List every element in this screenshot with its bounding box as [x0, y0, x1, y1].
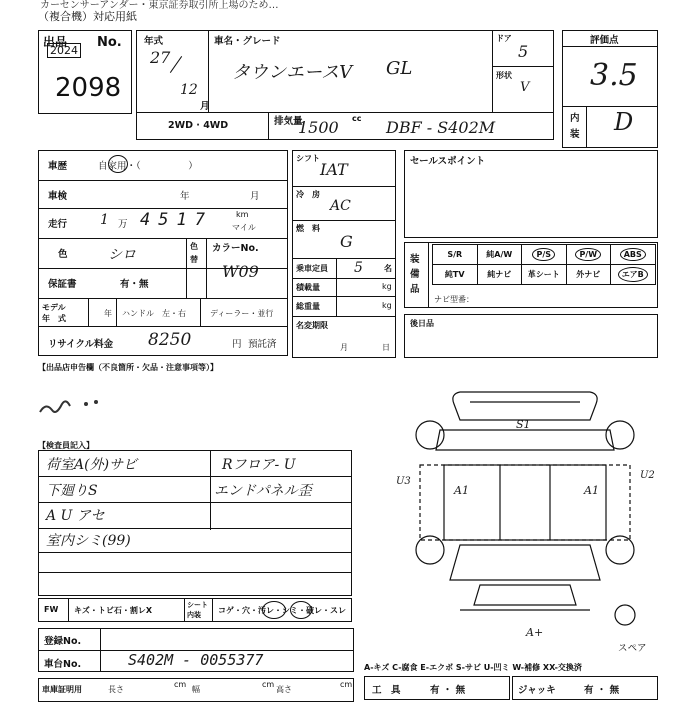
- seat-items: コゲ・穴・汚レ・シミ・破レ・スレ: [218, 606, 346, 615]
- inspector-note-5: Rフロア- U: [222, 457, 296, 473]
- interior-label2: 装: [570, 129, 580, 140]
- mileage-label: 走行: [48, 219, 68, 230]
- dims-cm-2: cm: [262, 680, 275, 689]
- recycle-value: 8250: [148, 330, 192, 350]
- gross-unit: kg: [382, 301, 392, 310]
- model-year-label1: モデル: [42, 303, 66, 312]
- equipment-item-label: エアB: [618, 267, 648, 282]
- interior-score: D: [614, 108, 634, 136]
- handle-options: ハンドル 左・右: [122, 309, 186, 318]
- mark-a1-left: A1: [454, 484, 469, 497]
- shape-label: 形状: [496, 71, 512, 80]
- equipment-item: [432, 264, 478, 285]
- shift-label: シフト: [296, 154, 320, 163]
- header-line2: （複合機）対応用紙: [38, 10, 137, 23]
- chassis-label: 車台No.: [44, 659, 82, 670]
- equipment-item: [477, 264, 523, 285]
- history-value: 自家用・（ ）: [98, 161, 198, 172]
- name-change-month: 月: [340, 343, 348, 352]
- legend-text: A-キズ C-腐食 E-エクボ S-サビ U-凹ミ W-補修 XX-交換済: [364, 663, 582, 672]
- car-name: タウンエースV: [232, 62, 353, 83]
- history-selected-circle: [108, 155, 128, 173]
- doors-value: 5: [518, 42, 529, 61]
- displacement-unit: cc: [352, 114, 362, 123]
- spare-label: スペア: [618, 643, 647, 654]
- equipment-item: [521, 244, 567, 265]
- equipment-item: [521, 264, 567, 285]
- equipment-item-label: S/R: [447, 250, 463, 259]
- aircon-value: AC: [330, 198, 351, 214]
- doors-label: ドア: [496, 34, 512, 43]
- car-grade: GL: [386, 58, 413, 79]
- equipment-label: 装備品: [410, 254, 420, 295]
- tools-label: 工 具: [372, 685, 401, 696]
- mark-a-plus: A+: [526, 626, 544, 639]
- jack-options: 有 ・ 無: [584, 685, 620, 696]
- model-year-unit: 年: [104, 309, 112, 318]
- interior-label1: 内: [570, 113, 580, 124]
- repaint-label1: 色: [190, 242, 198, 251]
- year-label: 年式: [144, 36, 164, 47]
- warranty-label: 保証書: [48, 279, 77, 290]
- year-value: 27: [150, 48, 171, 67]
- stain-circle: [262, 601, 286, 619]
- lot-region: 出品: [43, 35, 68, 49]
- mileage-unit-mile: マイル: [232, 223, 256, 232]
- inspector-note-2: 下廻りS: [46, 483, 98, 499]
- recycle-label: リサイクル料金: [48, 339, 114, 350]
- displacement-label: 排気量: [274, 116, 303, 127]
- month-unit: 月: [200, 101, 210, 112]
- mark-a1-right: A1: [584, 484, 599, 497]
- dims-label: 車庫証明用: [42, 685, 82, 694]
- name-change-label: 名変期限: [296, 321, 328, 330]
- dims-width: 幅: [192, 685, 200, 694]
- seat-label1: シート: [187, 601, 208, 609]
- mileage-digits: 4517: [140, 210, 213, 230]
- rating-score: 3.5: [590, 58, 638, 93]
- shape-value: V: [520, 80, 530, 95]
- mark-s1: S1: [516, 418, 531, 431]
- capacity-value: 5: [354, 260, 363, 276]
- inspector-label: 【検査員記入】: [38, 441, 94, 450]
- color-label: 色: [58, 249, 68, 260]
- fuel-label: 燃 料: [296, 224, 320, 233]
- warranty-options: 有・無: [120, 279, 149, 290]
- mileage-man: 1: [100, 212, 109, 228]
- inspector-note-6: エンドパネル歪: [214, 483, 312, 499]
- recycle-unit: 円: [232, 339, 242, 350]
- navi-label: ナビ型番：: [434, 295, 474, 304]
- mileage-unit-km: km: [236, 210, 249, 219]
- scribble-mark: [36, 392, 106, 422]
- gross-label: 総重量: [296, 302, 320, 311]
- capacity-unit: 名: [384, 264, 392, 273]
- mark-u2: U2: [640, 470, 655, 481]
- model-year-label2: 年 式: [42, 314, 66, 323]
- sales-point-label: セールスポイント: [410, 156, 486, 167]
- recycle-status: 預託済: [248, 339, 277, 350]
- color-value: シロ: [108, 247, 136, 263]
- inspection-month-unit: 月: [250, 191, 260, 202]
- load-label: 積載量: [296, 283, 320, 292]
- fw-items: キズ・トビ石・割レX: [74, 606, 153, 615]
- inspection-year-unit: 年: [180, 191, 190, 202]
- equipment-item-label: 外ナビ: [576, 270, 601, 279]
- equipment-item-label: P/W: [575, 248, 601, 261]
- equipment-item: [432, 244, 478, 265]
- color-code-label: カラーNo.: [212, 243, 259, 254]
- name-change-day: 日: [382, 343, 390, 352]
- displacement-value: 1500: [298, 118, 339, 137]
- registration-label: 登録No.: [44, 636, 82, 647]
- aircon-label: 冷 房: [296, 190, 320, 199]
- fuel-value: G: [340, 232, 353, 251]
- inspector-note-4: 室内シミ(99): [46, 533, 131, 549]
- dims-cm-1: cm: [174, 680, 187, 689]
- lot-year-tag: 2024: [47, 43, 81, 58]
- seat-label2: 内装: [187, 611, 201, 619]
- spot-circle: [290, 601, 312, 619]
- color-code: W09: [222, 262, 259, 281]
- dims-height: 高さ: [276, 685, 292, 694]
- dims-cm-3: cm: [340, 680, 353, 689]
- equipment-item-label: 革シート: [527, 270, 560, 279]
- rear-seat-label: 後日品: [410, 319, 434, 328]
- load-unit: kg: [382, 282, 392, 291]
- seller-notes-label: 【出品店申告欄（不良箇所・欠品・注意事項等）】: [38, 363, 218, 372]
- history-label: 車歴: [48, 161, 68, 172]
- equipment-item: [610, 264, 656, 285]
- equipment-item-label: 純TV: [444, 270, 465, 279]
- header-line1: カーセンサーアンダー・東京証券取引所上場のため…: [40, 0, 279, 11]
- dealer-options: ディーラー・並行: [210, 309, 274, 318]
- capacity-label: 乗車定員: [296, 264, 328, 273]
- drive-type: 2WD · 4WD: [168, 120, 229, 131]
- lot-no-label: No.: [97, 35, 122, 50]
- mark-u3: U3: [396, 476, 411, 487]
- rear-seat-box: [404, 314, 658, 358]
- month-value: 12: [180, 82, 198, 98]
- rating-label: 評価点: [590, 35, 619, 46]
- repaint-label2: 替: [190, 255, 198, 264]
- dims-length: 長さ: [108, 685, 124, 694]
- lot-box: [38, 30, 132, 114]
- equipment-item-label: P/S: [532, 248, 555, 261]
- inspection-label: 車検: [48, 191, 68, 202]
- jack-label: ジャッキ: [518, 685, 556, 696]
- equipment-item: [477, 244, 523, 265]
- chassis-value: S402M - 0055377: [128, 651, 264, 669]
- equipment-item: [610, 244, 656, 265]
- shift-value: IAT: [320, 160, 348, 179]
- equipment-item-label: 純ナビ: [487, 270, 512, 279]
- fw-label: FW: [44, 605, 59, 614]
- equipment-item-label: ABS: [620, 248, 646, 261]
- mileage-man-unit: 万: [118, 219, 128, 230]
- equipment-item-label: 純A/W: [486, 250, 513, 259]
- car-name-label: 車名・グレード: [214, 36, 281, 47]
- lot-number: 2098: [55, 73, 122, 103]
- equipment-item: [566, 264, 612, 285]
- model-code: DBF - S402M: [386, 118, 496, 137]
- inspector-note-1: 荷室A(外)サビ: [46, 457, 138, 473]
- tools-options: 有 ・ 無: [430, 685, 466, 696]
- inspector-note-3: A U アセ: [46, 508, 105, 524]
- equipment-item: [566, 244, 612, 265]
